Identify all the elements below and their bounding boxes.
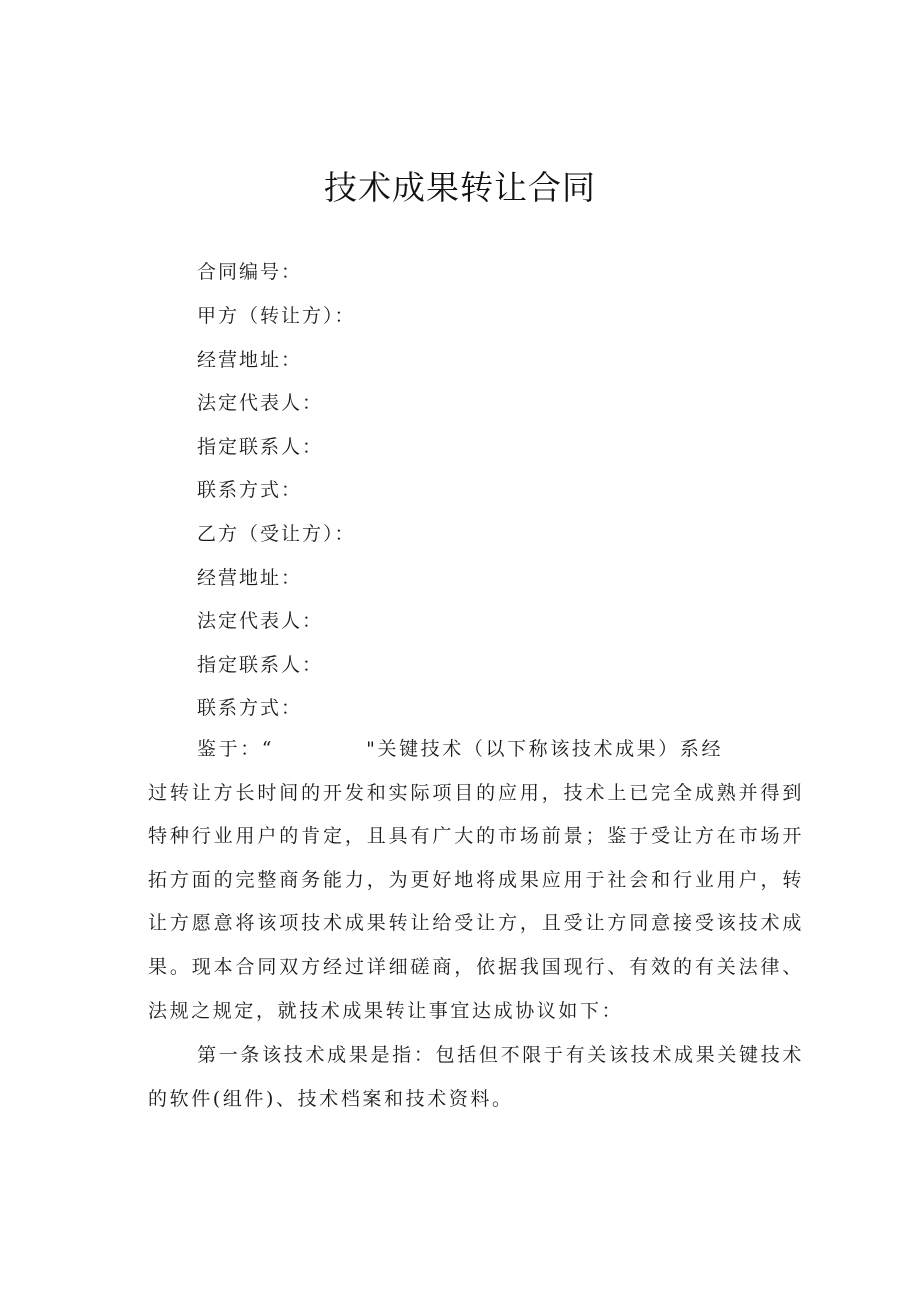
preamble-line: 果。现本合同双方经过详细磋商，依据我国现行、有效的有关法律、 <box>148 955 804 978</box>
preamble-line: 特种行业用户的肯定，且具有广大的市场前景；鉴于受让方在市场开 <box>148 825 804 848</box>
field-party-a: 甲方（转让方）： <box>197 305 356 327</box>
article-1-paragraph <box>148 1034 804 1121</box>
document-title: 技术成果转让合同 <box>324 168 596 207</box>
field-party-b-contact-info: 联系方式： <box>197 697 303 719</box>
field-party-a-contact-person: 指定联系人： <box>197 436 324 458</box>
preamble-line: 法规之规定，就技术成果转让事宜达成协议如下： <box>148 999 624 1022</box>
article-1-line <box>148 1034 804 1078</box>
preamble-lead-rest: "关键技术（以下称该技术成果）系经 <box>366 738 724 760</box>
preamble-line: 过转让方长时间的开发和实际项目的应用，技术上已完全成熟并得到 <box>148 781 804 804</box>
preamble-line: 拓方面的完整商务能力，为更好地将成果应用于社会和行业用户，转 <box>148 868 804 891</box>
field-contract-number: 合同编号： <box>197 261 303 283</box>
field-party-b-contact-person: 指定联系人： <box>197 654 324 676</box>
field-party-a-legal-rep: 法定代表人： <box>197 392 324 414</box>
article-1-line: 的软件(组件)、技术档案和技术资料。 <box>148 1087 514 1110</box>
preamble-line: 让方愿意将该项技术成果转让给受让方，且受让方同意接受该技术成 <box>148 912 804 935</box>
article-1-text: 第一条该技术成果是指：包括但不限于有关该技术成果关键技术 <box>197 1044 804 1066</box>
field-party-b-legal-rep: 法定代表人： <box>197 610 324 632</box>
preamble-lead: 鉴于：“ <box>197 738 275 760</box>
preamble-first-line <box>148 728 804 772</box>
preamble-paragraph <box>148 728 804 1033</box>
field-party-b: 乙方（受让方）： <box>197 523 356 545</box>
field-party-a-contact-info: 联系方式： <box>197 479 303 501</box>
field-party-a-address: 经营地址： <box>197 349 303 371</box>
field-party-b-address: 经营地址： <box>197 567 303 589</box>
